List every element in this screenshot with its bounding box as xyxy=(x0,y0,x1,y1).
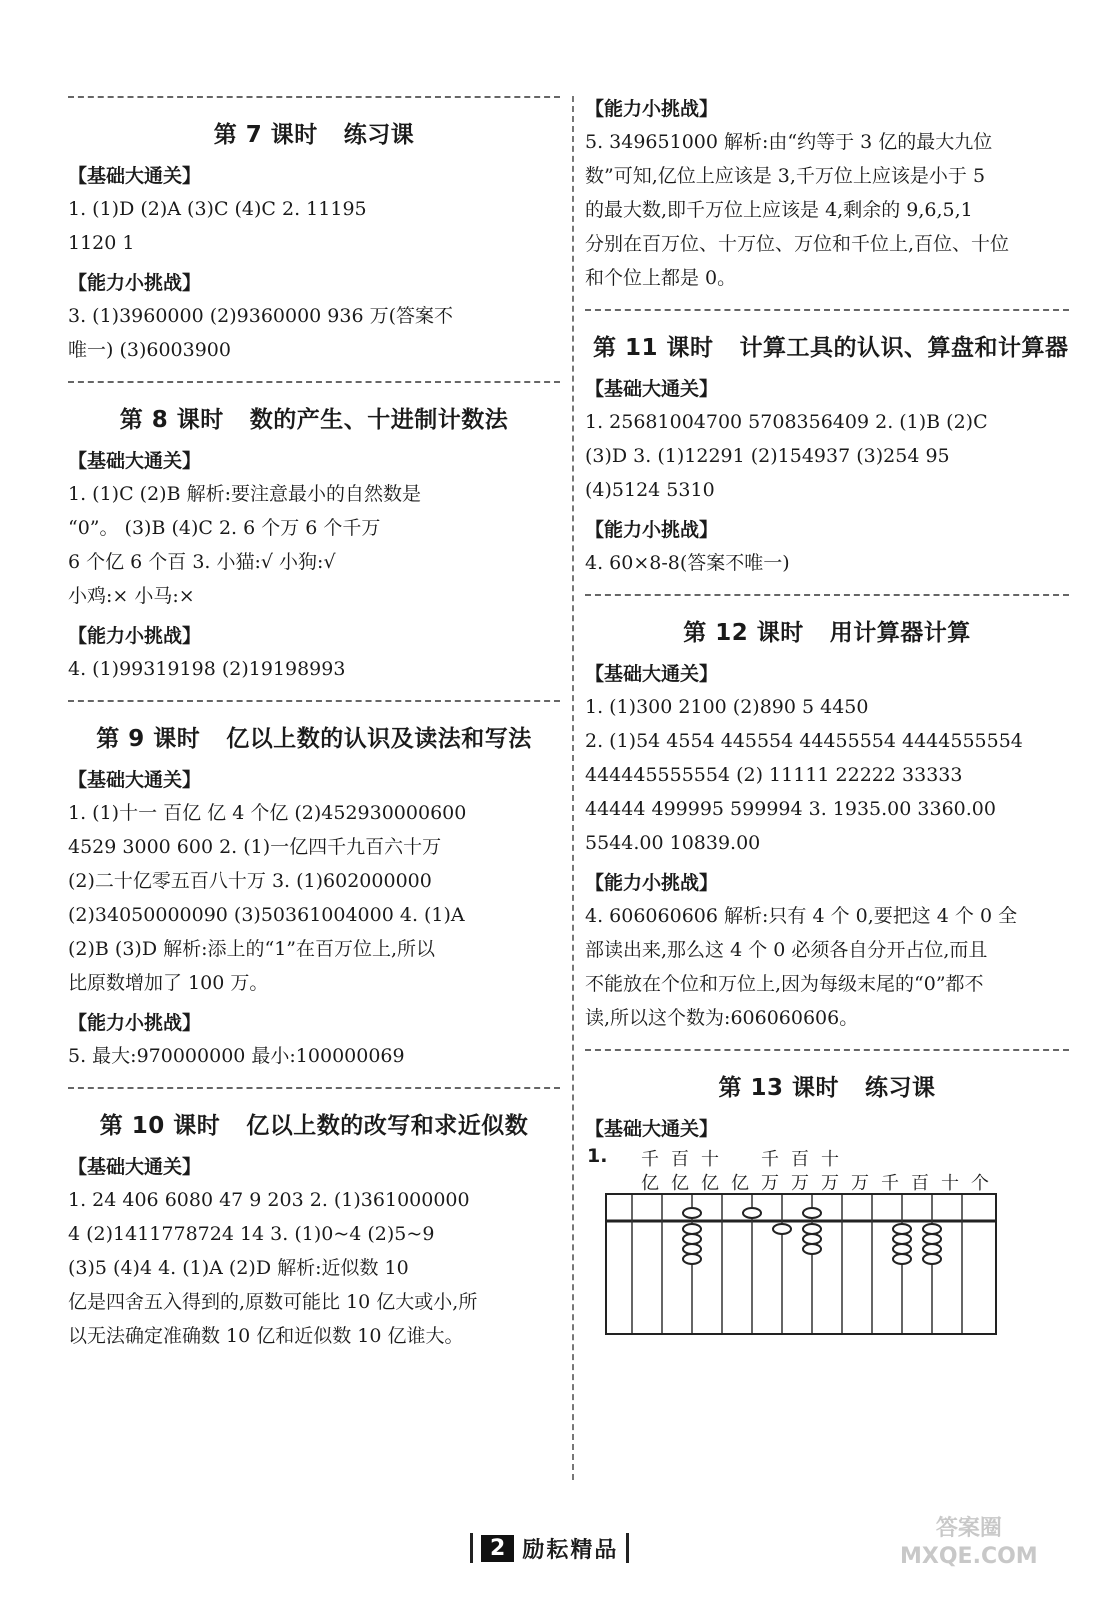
abacus-lower-bead xyxy=(923,1254,941,1264)
abacus-lower-bead xyxy=(683,1244,701,1254)
lesson-8-title xyxy=(68,401,560,434)
abacus-label-bottom: 亿 xyxy=(671,1173,689,1194)
watermark xyxy=(900,1515,1038,1571)
lesson-name: 练习课 xyxy=(865,1075,936,1101)
abacus-label-top: 千 xyxy=(761,1149,779,1170)
lesson-number: 第 11 课时 xyxy=(593,335,714,361)
answer-line: 分别在百万位、十万位、万位和千位上,百位、十位 xyxy=(585,233,1010,255)
abacus-lower-bead xyxy=(803,1244,821,1254)
abacus-label-bottom: 万 xyxy=(821,1173,839,1194)
answer-line: 比原数增加了 100 万。 xyxy=(68,972,269,994)
answer-line: 5. 最大:970000000 最小:100000069 xyxy=(68,1045,405,1067)
abacus-label-bottom: 千 xyxy=(881,1173,899,1194)
abacus-lower-bead xyxy=(683,1234,701,1244)
abacus-label-bottom: 亿 xyxy=(701,1173,719,1194)
abacus-figure xyxy=(585,1145,1069,1345)
basic-heading: 【基础大通关】 xyxy=(68,1156,202,1178)
challenge-heading: 【能力小挑战】 xyxy=(585,872,719,894)
left-column xyxy=(68,88,560,1353)
answer-line: (4)5124 5310 xyxy=(585,479,715,501)
answer-line: 1. (1)C (2)B 解析:要注意最小的自然数是 xyxy=(68,483,421,505)
answer-line: 1. (1)300 2100 (2)890 5 4450 xyxy=(585,696,869,718)
lesson-name: 亿以上数的认识及读法和写法 xyxy=(226,726,532,752)
answer-line: 部读出来,那么这 4 个 0 必须各自分开占位,而且 xyxy=(585,939,988,961)
answer-line: 数”可知,亿位上应该是 3,千万位上应该是小于 5 xyxy=(585,165,986,187)
answer-line: 6 个亿 6 个百 3. 小猫:√ 小狗:√ xyxy=(68,551,336,573)
basic-heading: 【基础大通关】 xyxy=(68,165,202,187)
abacus-label-bottom: 万 xyxy=(791,1173,809,1194)
section-divider xyxy=(68,700,560,702)
challenge-heading: 【能力小挑战】 xyxy=(68,625,202,647)
lesson-number: 第 9 课时 xyxy=(96,726,201,752)
lesson-number: 第 13 课时 xyxy=(718,1075,840,1101)
basic-heading: 【基础大通关】 xyxy=(585,1118,719,1140)
basic-heading: 【基础大通关】 xyxy=(68,450,202,472)
lesson-13-title xyxy=(585,1069,1069,1102)
answer-line: 的最大数,即千万位上应该是 4,剩余的 9,6,5,1 xyxy=(585,199,973,221)
abacus-lower-bead xyxy=(683,1224,701,1234)
lesson-11-title xyxy=(585,329,1069,362)
answer-line: 4 (2)1411778724 14 3. (1)0~4 (2)5~9 xyxy=(68,1223,435,1245)
abacus-label-bottom: 亿 xyxy=(731,1173,749,1194)
answer-line: 4529 3000 600 2. (1)一亿四千九百六十万 xyxy=(68,836,442,858)
lesson-name: 练习课 xyxy=(343,122,415,148)
challenge-heading: 【能力小挑战】 xyxy=(68,272,202,294)
answer-line: (3)5 (4)4 4. (1)A (2)D 解析:近似数 10 xyxy=(68,1257,409,1279)
abacus-label-bottom: 个 xyxy=(971,1173,989,1194)
answer-line: 1. 25681004700 5708356409 2. (1)B (2)C xyxy=(585,411,988,433)
abacus-label-bottom: 万 xyxy=(761,1173,779,1194)
answer-line: 4. 60×8-8(答案不唯一) xyxy=(585,552,790,574)
challenge-heading: 【能力小挑战】 xyxy=(585,98,719,120)
abacus-lower-bead xyxy=(893,1234,911,1244)
abacus-label-top: 千 xyxy=(641,1149,659,1170)
answer-line: 唯一) (3)6003900 xyxy=(68,339,231,361)
section-divider xyxy=(68,96,560,98)
basic-heading: 【基础大通关】 xyxy=(585,378,719,400)
basic-heading: 【基础大通关】 xyxy=(68,769,202,791)
lesson-name: 数的产生、十进制计数法 xyxy=(249,407,509,433)
challenge-heading: 【能力小挑战】 xyxy=(68,1012,202,1034)
answer-line: 1120 1 xyxy=(68,232,135,254)
answer-line: 444445555554 (2) 11111 22222 33333 xyxy=(585,764,963,786)
answer-line: “0”。 (3)B (4)C 2. 6 个万 6 个千万 xyxy=(68,517,381,539)
answer-line: 1. 24 406 6080 47 9 203 2. (1)361000000 xyxy=(68,1189,470,1211)
abacus-upper-bead xyxy=(803,1208,821,1218)
abacus-lower-bead xyxy=(893,1244,911,1254)
abacus-label-bottom: 亿 xyxy=(641,1173,659,1194)
section-divider xyxy=(585,594,1069,596)
abacus-label-bottom: 十 xyxy=(941,1173,959,1194)
abacus-lower-bead xyxy=(923,1224,941,1234)
abacus-lower-bead xyxy=(893,1224,911,1234)
lesson-number: 第 8 课时 xyxy=(119,407,224,433)
answer-line: 小鸡:× 小马:× xyxy=(68,585,195,607)
lesson-10-title xyxy=(68,1107,560,1140)
question-number: 1. xyxy=(587,1145,608,1167)
column-divider xyxy=(572,96,574,1480)
abacus-label-top: 十 xyxy=(821,1149,839,1170)
footer-bar xyxy=(626,1533,629,1563)
page-footer xyxy=(470,1530,629,1566)
lesson-name: 亿以上数的改写和求近似数 xyxy=(246,1113,529,1139)
abacus-label-top: 百 xyxy=(671,1149,689,1170)
lesson-12-title xyxy=(585,614,1069,647)
answer-line: 亿是四舍五入得到的,原数可能比 10 亿大或小,所 xyxy=(68,1291,478,1313)
abacus-lower-bead xyxy=(923,1244,941,1254)
lesson-9-title xyxy=(68,720,560,753)
answer-line: 2. (1)54 4554 445554 44455554 4444555554 xyxy=(585,730,1023,752)
abacus-lower-bead xyxy=(683,1254,701,1264)
answer-line: (2)34050000090 (3)50361004000 4. (1)A xyxy=(68,904,465,926)
lesson-7-title xyxy=(68,116,560,149)
answer-line: 以无法确定准确数 10 亿和近似数 10 亿谁大。 xyxy=(68,1325,464,1347)
lesson-name: 计算工具的认识、算盘和计算器 xyxy=(739,335,1069,361)
answer-line: 44444 499995 599994 3. 1935.00 3360.00 xyxy=(585,798,996,820)
abacus-label-top: 十 xyxy=(701,1149,719,1170)
answer-line: 1. (1)D (2)A (3)C (4)C 2. 11195 xyxy=(68,198,367,220)
basic-heading: 【基础大通关】 xyxy=(585,663,719,685)
answer-line: 4. 606060606 解析:只有 4 个 0,要把这 4 个 0 全 xyxy=(585,905,1018,927)
footer-bar xyxy=(470,1533,473,1563)
right-column xyxy=(585,88,1069,1345)
abacus-lower-bead xyxy=(923,1234,941,1244)
lesson-number: 第 10 课时 xyxy=(99,1113,221,1139)
answer-line: (2)B (3)D 解析:添上的“1”在百万位上,所以 xyxy=(68,938,436,960)
section-divider xyxy=(68,381,560,383)
lesson-name: 用计算器计算 xyxy=(829,620,971,646)
section-divider xyxy=(585,1049,1069,1051)
lesson-number: 第 12 课时 xyxy=(683,620,804,646)
abacus-lower-bead xyxy=(803,1224,821,1234)
answer-line: 4. (1)99319198 (2)19198993 xyxy=(68,658,346,680)
challenge-heading: 【能力小挑战】 xyxy=(585,519,719,541)
answer-line: 和个位上都是 0。 xyxy=(585,267,737,289)
abacus-upper-bead xyxy=(743,1208,761,1218)
answer-line: 读,所以这个数为:606060606。 xyxy=(585,1007,859,1029)
answer-line: (2)二十亿零五百八十万 3. (1)602000000 xyxy=(68,870,432,892)
abacus-lower-bead xyxy=(803,1234,821,1244)
answer-line: (3)D 3. (1)12291 (2)154937 (3)254 95 xyxy=(585,445,950,467)
watermark-url: MXQE.COM xyxy=(900,1544,1038,1569)
abacus-lower-bead xyxy=(773,1224,791,1234)
section-divider xyxy=(68,1087,560,1089)
answer-line: 5. 349651000 解析:由“约等于 3 亿的最大九位 xyxy=(585,131,993,153)
abacus-label-bottom: 百 xyxy=(911,1173,929,1194)
answer-line: 1. (1)十一 百亿 亿 4 个亿 (2)452930000600 xyxy=(68,802,467,824)
abacus-label-bottom: 万 xyxy=(851,1173,869,1194)
lesson-number: 第 7 课时 xyxy=(213,122,318,148)
abacus xyxy=(605,1193,1015,1343)
abacus-upper-bead xyxy=(683,1208,701,1218)
brand-name: 励耘精品 xyxy=(522,1537,619,1563)
section-divider xyxy=(585,309,1069,311)
answer-line: 3. (1)3960000 (2)9360000 936 万(答案不 xyxy=(68,305,454,327)
answer-line: 5544.00 10839.00 xyxy=(585,832,761,854)
page-number: 2 xyxy=(481,1535,514,1562)
watermark-text: 答案圈 xyxy=(935,1516,1002,1541)
abacus-label-top: 百 xyxy=(791,1149,809,1170)
abacus-lower-bead xyxy=(893,1254,911,1264)
answer-line: 不能放在个位和万位上,因为每级末尾的“0”都不 xyxy=(585,973,984,995)
